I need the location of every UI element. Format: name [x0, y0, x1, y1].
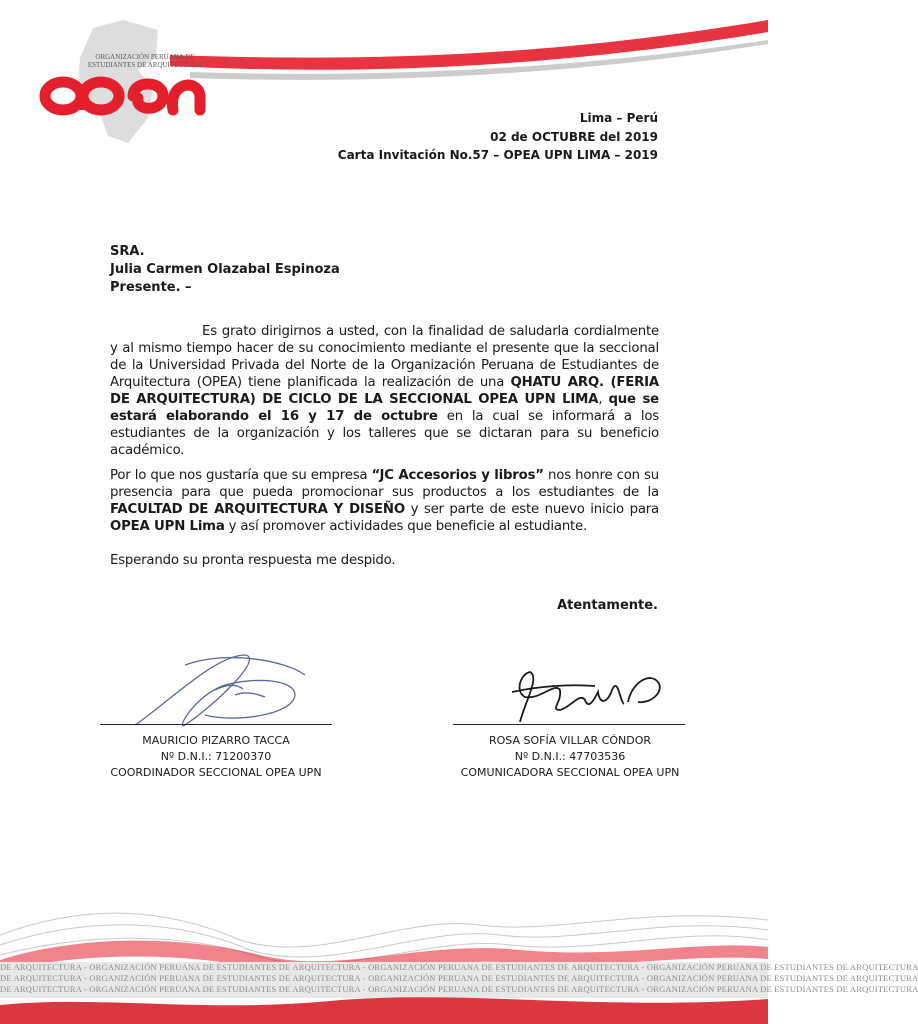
footer-band-line-3: DE ARQUITECTURA - ORGANIZACIÓN PERUANA DE ESTUDIANTES DE ARQUITECTURA - ORGANIZACIÓN PERUANA DE ESTUDIANTES DE ARQUITECTURA - ORGANIZACIÓN PERUANA DE ESTUDIANTES DE ARQUITECTURA — [0, 984, 918, 994]
logo-org-line1: ORGANIZACIÓN PERUANA DE — [95, 53, 195, 61]
body-paragraph-1: Es grato dirigirnos a usted, con la finalidad de saludarla cordialmente y al mismo tiempo hacer de su conocimiento mediante el presente que la seccional de la Universidad Privada del Norte de la Organización Peruana de Estudiantes de Arquitectura (OPEA) tiene planificada la realización de una QHATU ARQ. (FERIA DE ARQUITECTURA) DE CICLO DE LA SECCIONAL OPEA UPN LIMA, que se estará elaborando el 16 y 17 de octubre en la cual se informará a los estudiantes de la organización y los talleres que se dictaran para su beneficio académico. — [110, 324, 659, 458]
letter-reference: Carta Invitación No.57 – OPEA UPN LIMA – 2019 — [337, 148, 658, 162]
signature-1-image — [125, 645, 325, 735]
signatory-1-dni: Nº D.N.I.: 71200370 — [160, 750, 272, 763]
letter-city: Lima – Perú — [579, 111, 658, 125]
footer-band-line-2: DE ARQUITECTURA - ORGANIZACIÓN PERUANA DE ESTUDIANTES DE ARQUITECTURA - ORGANIZACIÓN PERUANA DE ESTUDIANTES DE ARQUITECTURA - ORGANIZACIÓN PERUANA DE ESTUDIANTES DE ARQUITECTURA — [0, 973, 918, 983]
signature-line-2 — [453, 724, 685, 725]
signature-line-1 — [100, 724, 332, 725]
opea-logo — [38, 18, 208, 148]
signatory-2-role: COMUNICADORA SECCIONAL OPEA UPN — [460, 766, 680, 779]
signatory-2-block — [430, 733, 710, 781]
signatory-2-name: ROSA SOFÍA VILLAR CÓNDOR — [488, 734, 652, 747]
header-swoosh-decoration — [170, 0, 768, 140]
footer-text-band — [0, 962, 918, 998]
logo-org-name — [80, 53, 210, 69]
signatory-1-name: MAURICIO PIZARRO TACCA — [142, 734, 290, 747]
signature-2-image — [500, 662, 670, 732]
body-paragraph-2: Por lo que nos gustaría que su empresa “JC Accesorios y libros” nos honre con su presencia para que pueda promocionar sus productos a los estudiantes de la FACULTAD DE ARQUITECTURA Y DISEÑO y ser parte de este nuevo inicio para OPEA UPN Lima y así promover actividades que beneficie al estudiante. — [110, 468, 660, 534]
closing-text: Atentamente. — [557, 598, 658, 613]
signatory-1-role: COORDINADOR SECCIONAL OPEA UPN — [110, 766, 322, 779]
signatory-1-block — [76, 733, 356, 781]
letter-date: 02 de OCTUBRE del 2019 — [490, 130, 658, 144]
addressee-title: SRA. — [110, 244, 145, 259]
footer-decoration — [0, 895, 918, 1024]
signatory-2-dni: Nº D.N.I.: 47703536 — [514, 750, 626, 763]
addressee-presente: Presente. – — [110, 280, 192, 295]
footer-band-line-1: DE ARQUITECTURA - ORGANIZACIÓN PERUANA DE ESTUDIANTES DE ARQUITECTURA - ORGANIZACIÓN PERUANA DE ESTUDIANTES DE ARQUITECTURA - ORGANIZACIÓN PERUANA DE ESTUDIANTES DE ARQUITECTURA — [0, 962, 918, 972]
addressee-name: Julia Carmen Olazabal Espinoza — [110, 262, 340, 277]
logo-org-line2: ESTUDIANTES DE ARQUITECTURA — [87, 61, 203, 69]
body-paragraph-3: Esperando su pronta respuesta me despido. — [110, 553, 396, 568]
